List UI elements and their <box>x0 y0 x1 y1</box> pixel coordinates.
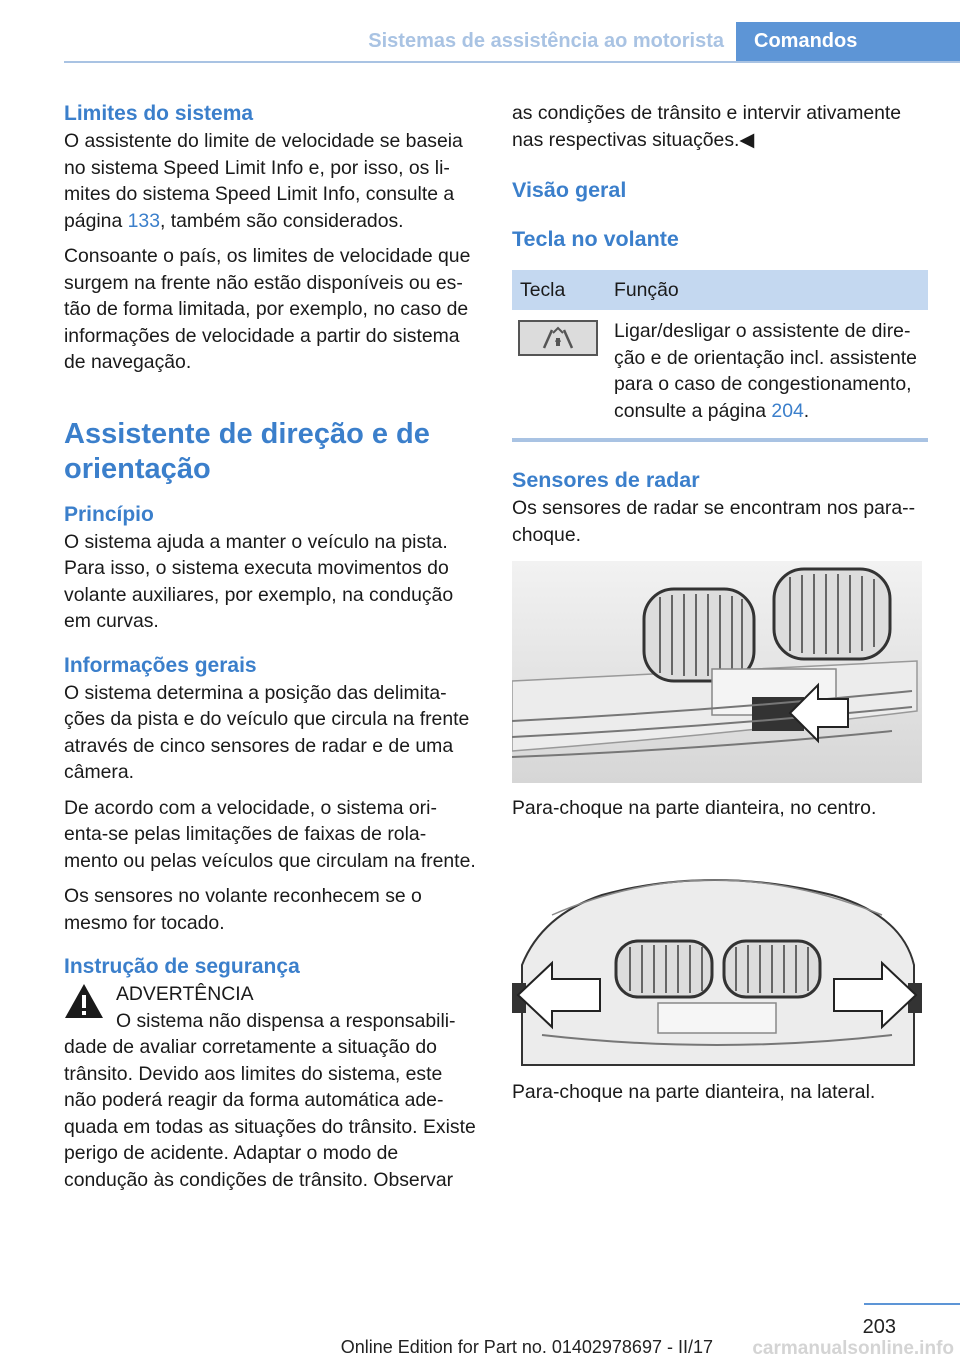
radar-paragraph: Os sensores de radar se encontram nos para‐-choque. <box>512 497 916 546</box>
warning-text-first-line: O sistema não dispensa a responsabili‐ <box>116 1009 456 1032</box>
front-bumper-center-image <box>512 561 922 783</box>
overview-heading: Visão geral <box>512 178 627 202</box>
header-chapter-tab <box>736 22 960 63</box>
limits-text-b: , também são considerados. <box>159 209 404 232</box>
table-header-key: Tecla <box>512 270 606 310</box>
wheel-key-heading: Tecla no volante <box>512 227 679 251</box>
left-column <box>64 100 480 1193</box>
key-function-table <box>512 270 928 434</box>
warning-block <box>64 981 480 1193</box>
warning-triangle-icon <box>64 983 104 1019</box>
function-text-end: . <box>803 399 810 422</box>
steering-assist-button-icon <box>518 320 598 356</box>
header-section-title: Sistemas de assistência ao motorista <box>368 30 724 52</box>
table-header-function: Função <box>606 270 928 310</box>
general-heading: Informações gerais <box>64 653 257 677</box>
lane-assist-symbol-icon <box>520 322 596 354</box>
right-column <box>512 100 930 1114</box>
limits-paragraph-2: Consoante o país, os limites de velocidade que surgem na frente não estão disponíveis ou es‐tão de forma limitada, por exemplo, no caso de informações de velocidade a partir do sistema de navegação. <box>64 245 471 373</box>
limits-heading: Limites do sistema <box>64 102 254 125</box>
safety-heading: Instrução de segurança <box>64 955 300 978</box>
chapter-title: Assistente de direção e de orientação <box>64 417 430 485</box>
edition-text: Online Edition for Part no. 01402978697 - II/17 <box>340 1337 713 1357</box>
principle-heading: Princípio <box>64 502 154 526</box>
limits-paragraph-1 <box>64 128 480 234</box>
image-caption-center: Para-choque na parte dianteira, no centro. <box>512 797 877 819</box>
general-paragraph-3: Os sensores no volante reconhecem se o mesmo for tocado. <box>64 885 422 934</box>
continued-paragraph: as condições de trânsito e intervir ativamente nas respectivas situações.◀ <box>512 102 902 151</box>
table-cell-key <box>512 310 606 434</box>
radar-heading: Sensores de radar <box>512 468 700 492</box>
header-rule <box>64 61 960 63</box>
page-number: 203 <box>862 1316 896 1338</box>
warning-label: ADVERTÊNCIA <box>116 983 254 1005</box>
header-chapter-tab-label: Comandos <box>754 30 858 52</box>
table-row <box>512 310 928 434</box>
limits-text-a: O assistente do limite de velocidade se baseia no sistema Speed Limit Info e, por isso, os li‐mites do sistema Speed Limit Info, consulte a página <box>64 130 463 232</box>
function-text: Ligar/desligar o assistente de dire‐ção e de orientação incl. assistente para o caso de congestionamento, consulte a página <box>614 320 917 422</box>
watermark-text: carmanualsonline.info <box>752 1338 954 1359</box>
warning-text: dade de avaliar corretamente a situação do trânsito. Devido aos limites do sistema, este não poderá reagir da forma automática ade‐quada em todas as situações do trânsito. Existe perigo de acidente. Adaptar o modo de condução às condições de trânsito. Observar <box>64 1036 476 1191</box>
general-paragraph-2: De acordo com a velocidade, o sistema ori‐enta-se pelas limitações de faixas de rola‐mento ou pelas veículos que circulam na frente. <box>64 796 476 872</box>
general-paragraph-1: O sistema determina a posição das delimita‐ções da pista e do veículo que circula na frente através de cinco sensores de radar e de uma câmera. <box>64 681 470 783</box>
table-cell-function <box>606 310 928 434</box>
page-link-204[interactable]: 204 <box>771 399 804 422</box>
page-link-133[interactable]: 133 <box>127 209 160 232</box>
front-bumper-side-image <box>512 845 922 1067</box>
image-caption-side: Para-choque na parte dianteira, na lateral. <box>512 1080 876 1103</box>
table-header-row <box>512 270 928 310</box>
principle-paragraph: O sistema ajuda a manter o veículo na pista. Para isso, o sistema executa movimentos do volante auxiliares, por exemplo, na condução em curvas. <box>64 530 454 632</box>
footer-rule <box>864 1303 960 1305</box>
